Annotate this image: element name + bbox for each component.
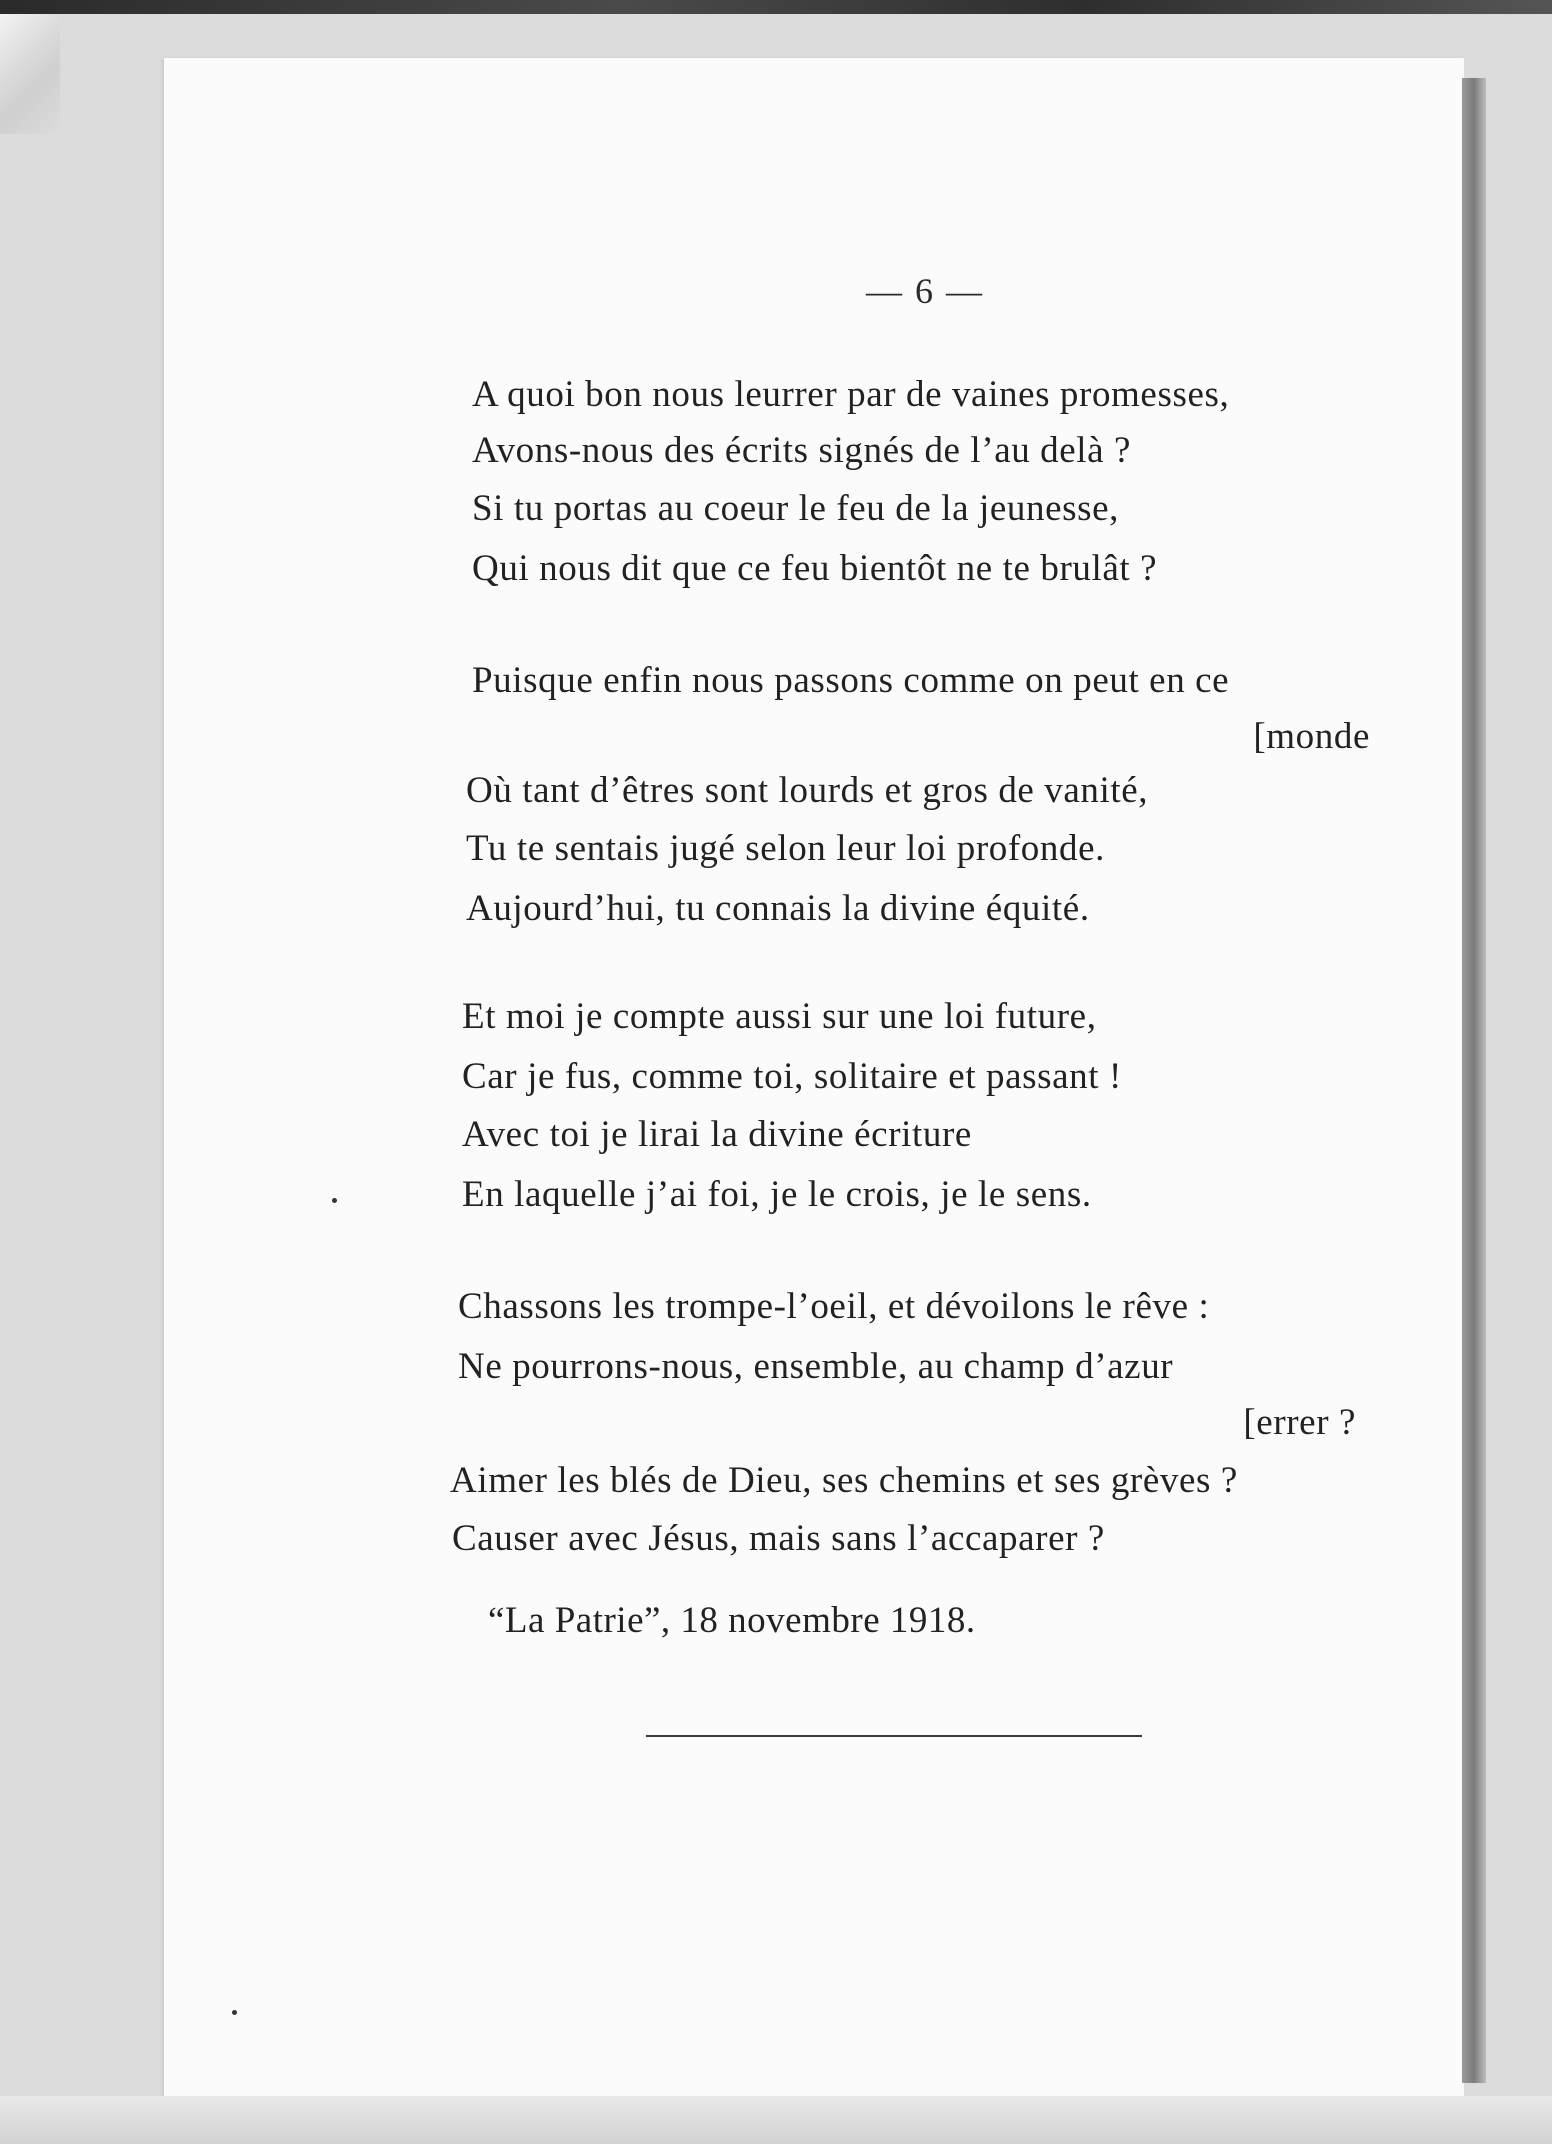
- scan-top-edge: [0, 0, 1552, 14]
- poem-line: Tu te sentais jugé selon leur loi profonde.: [466, 828, 1105, 869]
- poem-line: Puisque enfin nous passons comme on peut en ce: [472, 660, 1230, 701]
- page-number: — 6 —: [866, 271, 984, 311]
- poem-line: Avons-nous des écrits signés de l’au delà ?: [472, 430, 1132, 471]
- poem-line: A quoi bon nous leurrer par de vaines promesses,: [472, 374, 1230, 415]
- poem-line: Avec toi je lirai la divine écriture: [462, 1114, 972, 1155]
- poem-line: Chassons les trompe-l’oeil, et dévoilons le rêve :: [458, 1286, 1210, 1327]
- poem-line: En laquelle j’ai foi, je le crois, je le sens.: [462, 1174, 1092, 1215]
- poem-line: Qui nous dit que ce feu bientôt ne te brulât ?: [472, 548, 1158, 589]
- poem-line: Aimer les blés de Dieu, ses chemins et ses grèves ?: [450, 1460, 1238, 1501]
- poem-line: Ne pourrons-nous, ensemble, au champ d’azur: [458, 1346, 1174, 1387]
- poem-line: Où tant d’êtres sont lourds et gros de vanité,: [466, 770, 1149, 811]
- scan-bottom-edge: [0, 2096, 1552, 2144]
- board-corner-fold: [0, 14, 60, 134]
- scan-speck: [232, 2010, 237, 2015]
- closing-rule: [646, 1735, 1142, 1737]
- source-citation: “La Patrie”, 18 novembre 1918.: [488, 1600, 976, 1641]
- page-edge-shadow: [1462, 78, 1486, 2083]
- poem-line: Si tu portas au coeur le feu de la jeunesse,: [472, 488, 1119, 529]
- scan-speck: [332, 1198, 337, 1203]
- poem-line: Causer avec Jésus, mais sans l’accaparer ?: [452, 1518, 1105, 1559]
- poem-line: Et moi je compte aussi sur une loi future,: [462, 996, 1097, 1037]
- poem-line-continuation: [monde: [1253, 716, 1370, 757]
- poem-line-continuation: [errer ?: [1243, 1402, 1356, 1443]
- poem-line: Aujourd’hui, tu connais la divine équité.: [466, 888, 1090, 929]
- poem-line: Car je fus, comme toi, solitaire et passant !: [462, 1056, 1122, 1097]
